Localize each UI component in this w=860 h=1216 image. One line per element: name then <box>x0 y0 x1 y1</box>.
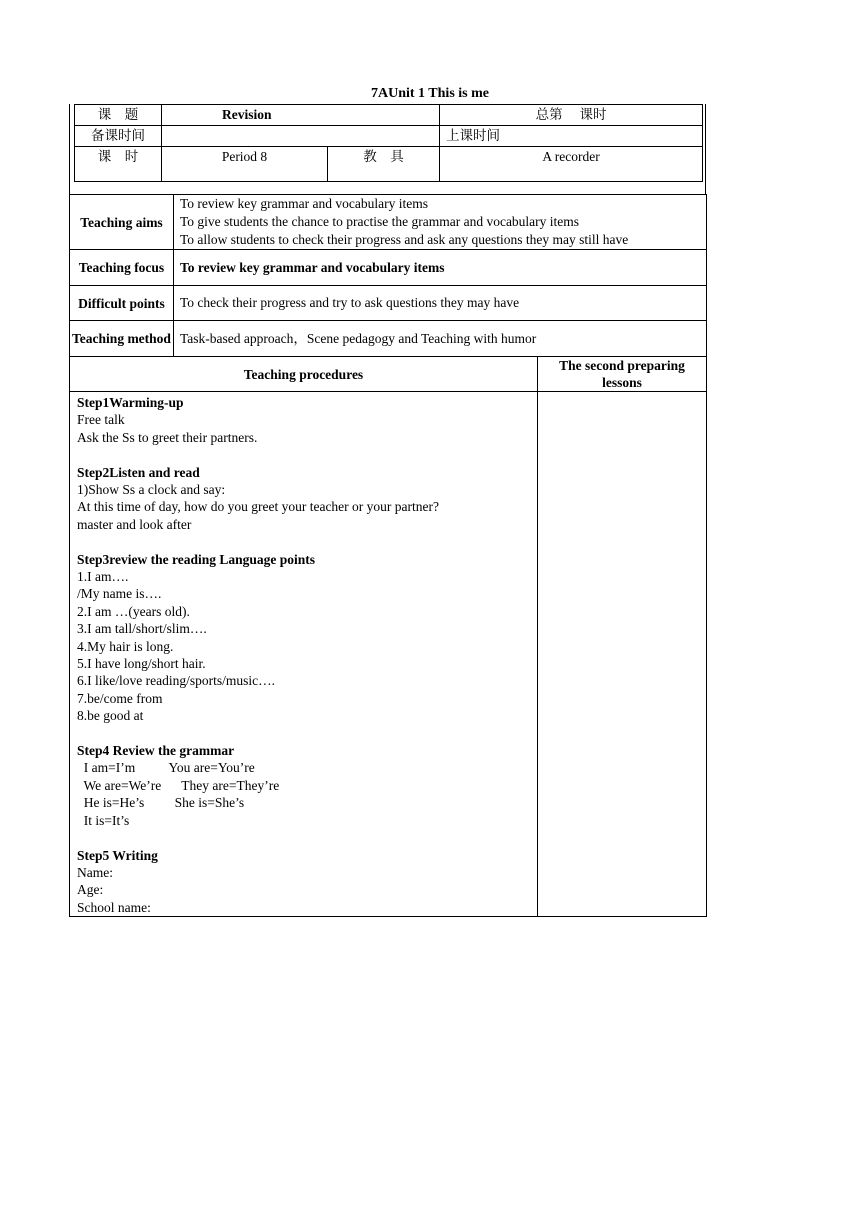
procedure-step-heading: Step1Warming-up <box>77 395 184 410</box>
tools-value: A recorder <box>440 147 703 182</box>
difficult-row <box>70 286 707 321</box>
procedure-step-heading: Step3review the reading Language points <box>77 551 316 567</box>
header-row-topic <box>75 105 703 126</box>
header-row-period <box>75 147 703 182</box>
procedure-line: Free talk <box>77 412 125 428</box>
focus-label: Teaching focus <box>70 250 174 286</box>
prep-time-label: 备课时间 <box>75 126 162 147</box>
procedure-line: It is=It’s <box>77 812 130 828</box>
procedure-line <box>77 533 537 550</box>
second-preparing-header: The second preparing lessons <box>538 357 707 392</box>
procedure-line: 7.be/come from <box>77 690 163 706</box>
procedure-line: 8.be good at <box>77 708 144 724</box>
procedures-header: Teaching procedures <box>70 357 538 392</box>
lesson-plan-table <box>69 194 707 917</box>
topic-label: 课 题 <box>75 105 162 126</box>
aims-row <box>70 195 707 250</box>
procedures-content <box>70 392 538 917</box>
procedure-step-heading: Step5 Writing <box>77 847 158 863</box>
procedure-line <box>77 725 537 742</box>
focus-value: To review key grammar and vocabulary items <box>174 250 707 286</box>
method-row <box>70 321 707 357</box>
procedure-line: master and look after <box>77 516 192 532</box>
method-label: Teaching method <box>70 321 174 357</box>
aim-line: To review key grammar and vocabulary items <box>180 196 428 211</box>
period-label: 课 时 <box>75 147 162 182</box>
procedure-step-heading: Step2Listen and read <box>77 464 200 480</box>
aim-line: To allow students to check their progress and ask any questions they may still have <box>180 232 629 247</box>
aims-value <box>174 195 707 250</box>
lesson-header-table <box>74 104 703 182</box>
procedure-line: He is=He’s She is=She’s <box>77 795 245 811</box>
header-row-time <box>75 126 703 147</box>
procedure-line: 1)Show Ss a clock and say: <box>77 482 226 498</box>
procedures-header-row <box>70 357 707 392</box>
difficult-value: To check their progress and try to ask questions they may have <box>174 286 707 321</box>
procedure-line: /My name is…. <box>77 586 162 602</box>
aims-label: Teaching aims <box>70 195 174 250</box>
procedure-line: 4.My hair is long. <box>77 638 174 654</box>
procedure-line: 5.I have long/short hair. <box>77 656 206 672</box>
procedure-line: Age: <box>77 882 104 898</box>
focus-row <box>70 250 707 286</box>
procedure-step-heading: Step4 Review the grammar <box>77 743 235 759</box>
procedure-line: School name: <box>77 899 151 915</box>
procedure-line: Name: <box>77 864 113 880</box>
procedure-line: We are=We’re They are=They’re <box>77 777 280 793</box>
prep-time-value <box>162 126 440 147</box>
method-value: Task-based approach，Scene pedagogy and Teaching with humor <box>174 321 707 357</box>
procedure-line: At this time of day, how do you greet your teacher or your partner? <box>77 499 440 515</box>
difficult-label: Difficult points <box>70 286 174 321</box>
second-preparing-content <box>538 392 707 917</box>
procedure-line: 3.I am tall/short/slim…. <box>77 621 207 637</box>
period-value: Period 8 <box>162 147 328 182</box>
procedure-line: 6.I like/love reading/sports/music…. <box>77 673 275 689</box>
procedure-line: Ask the Ss to greet their partners. <box>77 429 258 445</box>
procedure-line: I am=I’m You are=You’re <box>77 760 255 776</box>
procedure-line <box>77 829 537 846</box>
procedure-line: 2.I am …(years old). <box>77 603 190 619</box>
procedure-line <box>77 446 537 463</box>
document-title: 7AUnit 1 This is me <box>371 86 489 101</box>
total-lessons-label: 总第 课时 <box>440 105 703 126</box>
procedures-body-row <box>70 392 707 917</box>
topic-value: Revision <box>162 105 440 126</box>
aim-line: To give students the chance to practise the grammar and vocabulary items <box>180 214 580 229</box>
procedure-line: 1.I am…. <box>77 569 129 585</box>
tools-label: 教 具 <box>328 147 440 182</box>
class-time-label: 上课时间 <box>440 126 703 147</box>
